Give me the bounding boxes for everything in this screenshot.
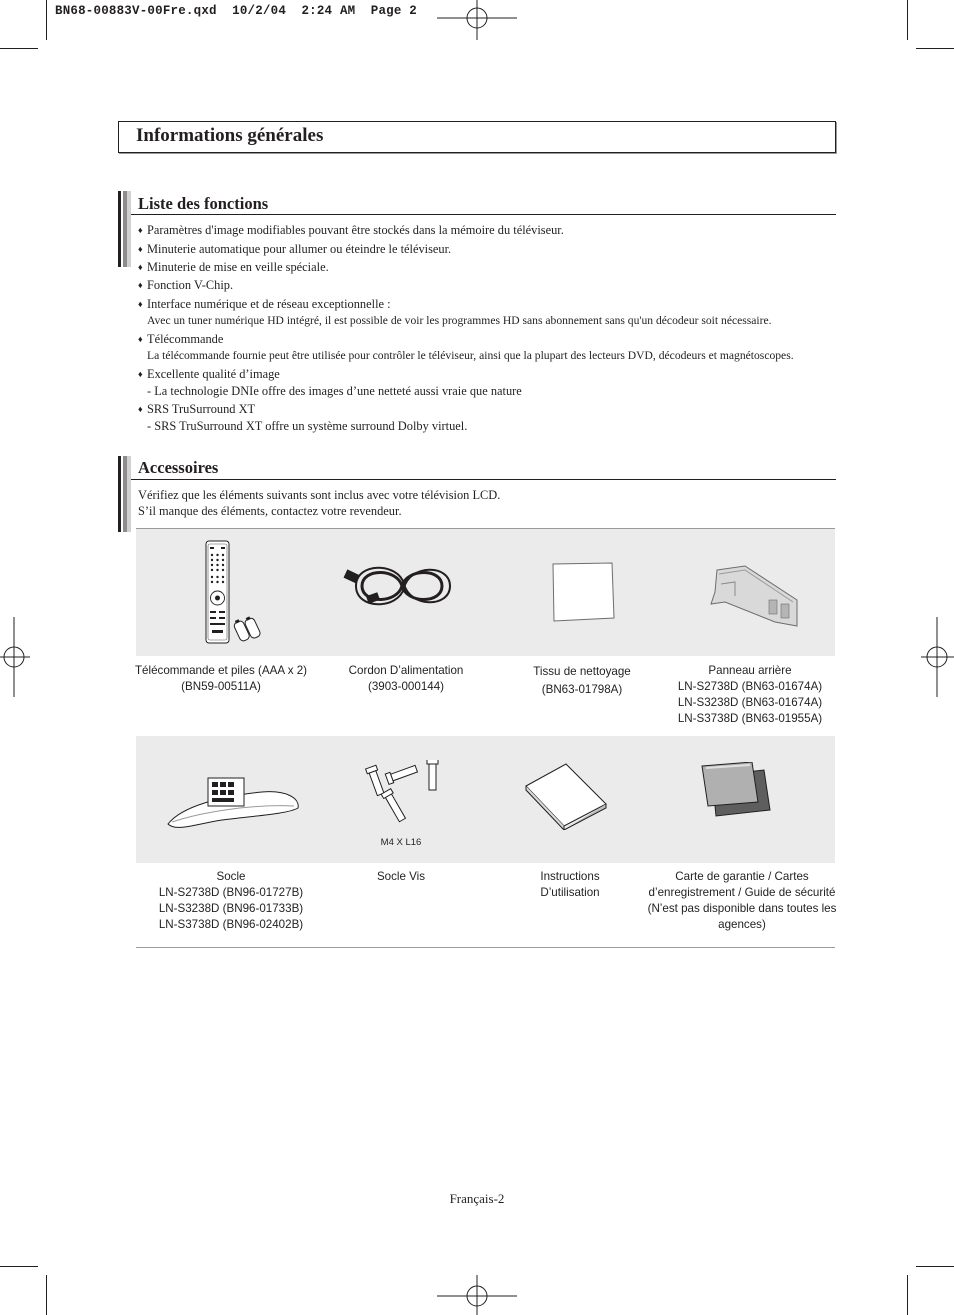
list-item: ♦ Minuterie de mise en veille spéciale. xyxy=(138,260,329,274)
accessory-caption: Socle LN-S2738D (BN96-01727B) LN-S3238D (BN96-01733B) LN-S3738D (BN96-02402B) xyxy=(158,870,304,931)
accessories-intro xyxy=(138,487,500,519)
list-item-detail: - La technologie DNIe offre des images d’une netteté aussi vraie que nature xyxy=(147,384,522,398)
warranty-cards-icon xyxy=(698,762,776,820)
features-title: Liste des fonctions xyxy=(138,194,269,213)
rear-panel-icon xyxy=(705,562,805,632)
list-item-detail: Avec un tuner numérique HD intégré, il est possible de voir les programmes HD sans abonnement sans qu'un décodeur soit nécessaire. xyxy=(147,314,772,327)
list-item: ♦ Minuterie automatique pour allumer ou éteindre le téléviseur. xyxy=(138,242,452,256)
accessory-caption: Socle Vis xyxy=(376,870,426,883)
list-item: ♦ Fonction V-Chip. xyxy=(138,278,234,292)
intro-line: S’il manque des éléments, contactez votre revendeur. xyxy=(138,504,402,518)
features-rule xyxy=(131,214,836,215)
remote-control-icon xyxy=(195,538,270,648)
accessory-caption: Cordon D’alimentation (3903-000144) xyxy=(348,664,464,693)
section-bar-features xyxy=(118,191,131,267)
cleaning-cloth-icon xyxy=(548,560,620,625)
list-item: ♦ Paramètres d'image modifiables pouvant être stockés dans la mémoire du téléviseur. xyxy=(138,223,564,237)
screws-icon xyxy=(360,760,446,840)
stand-icon xyxy=(162,772,304,834)
list-item: ♦ SRS TruSurround XT xyxy=(138,402,256,416)
manual-icon xyxy=(522,760,612,830)
section-bar-accessories xyxy=(118,456,131,532)
list-item-detail: La télécommande fournie peut être utilisée pour contrôler le téléviseur, ainsi que la plupart des lecteurs DVD, décodeurs et magnétoscopes. xyxy=(147,349,794,362)
list-item: ♦ Télécommande xyxy=(138,332,224,346)
page-title-box xyxy=(118,121,836,153)
screw-size-label: M4 X L16 xyxy=(380,837,422,848)
page-number: Français-2 xyxy=(449,1191,505,1206)
power-cord-icon xyxy=(342,558,462,613)
accessory-caption: Panneau arrière LN-S2738D (BN63-01674A) LN-S3238D (BN63-01674A) LN-S3738D (BN63-01955A) xyxy=(677,664,823,725)
accessory-caption: Carte de garantie / Cartes d’enregistrement / Guide de sécurité (N’est pas disponible dans toutes les agences) xyxy=(647,870,837,931)
list-item-detail: - SRS TruSurround XT offre un système surround Dolby virtuel. xyxy=(147,419,468,433)
accessory-caption: Télécommande et piles (AAA x 2) (BN59-00511A) xyxy=(134,664,308,693)
accessory-caption: Tissu de nettoyage (BN63-01798A) xyxy=(533,665,631,696)
print-header: BN68-00883V-00Fre.qxd 10/2/04 2:24 AM Page 2 xyxy=(55,4,417,18)
divider xyxy=(136,947,835,948)
list-item: ♦ Excellente qualité d’image xyxy=(138,367,280,381)
list-item: ♦ Interface numérique et de réseau exceptionnelle : xyxy=(138,297,391,311)
accessories-rule xyxy=(131,479,836,480)
page-title: Informations générales xyxy=(136,125,324,146)
accessories-title: Accessoires xyxy=(138,458,219,477)
accessory-caption: Instructions D’utilisation xyxy=(540,870,600,899)
intro-line: Vérifiez que les éléments suivants sont inclus avec votre télévision LCD. xyxy=(138,488,501,502)
